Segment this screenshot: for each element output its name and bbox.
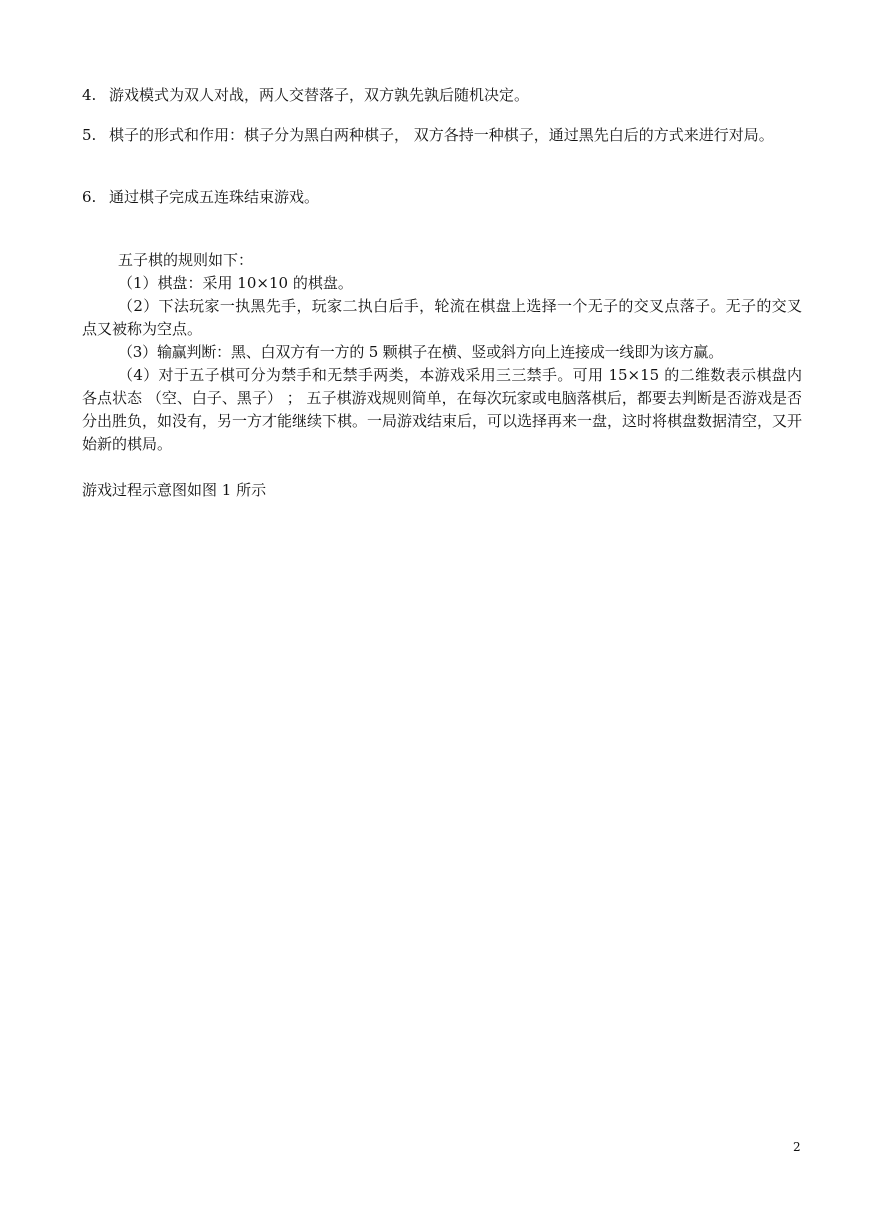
rules-section xyxy=(82,249,802,456)
rules-intro: 五子棋的规则如下： xyxy=(118,251,254,269)
list-item-6 xyxy=(82,186,802,208)
list-text: 游戏模式为双人对战，两人交替落子，双方孰先孰后随机决定。 xyxy=(109,86,530,104)
rule-win-condition: （3）输赢判断：黑、白双方有一方的 5 颗棋子在横、竖或斜方向上连接成一线即为该方赢。 xyxy=(118,343,724,361)
rule-moves: （2）下法玩家一执黑先手，玩家二执白后手，轮流在棋盘上选择一个无子的交叉点落子。无子的交叉点又被称为空点。 xyxy=(82,297,802,338)
list-item-5 xyxy=(82,124,802,146)
list-item-4 xyxy=(82,84,802,106)
page-number: 2 xyxy=(793,1140,801,1154)
list-text: 棋子的形式和作用：棋子分为黑白两种棋子， 双方各持一种棋子，通过黑先白后的方式来进行对局。 xyxy=(109,126,774,144)
list-text: 通过棋子完成五连珠结束游戏。 xyxy=(109,188,320,206)
rule-board: （1）棋盘：采用 10×10 的棋盘。 xyxy=(118,274,353,292)
list-number: 4. xyxy=(82,86,97,104)
rule-forbidden-moves: （4）对于五子棋可分为禁手和无禁手两类，本游戏采用三三禁手。可用 15×15 的二维数表示棋盘内各点状态 （空、白子、黑子） ； 五子棋游戏规则简单，在每次玩家或电脑落棋后，都要去判断是否游戏是否分出胜负，如没有，另一方才能继续下棋。一局游戏结束后，可以选择再来一盘，这时将棋盘数据清空，又开始新的棋局。 xyxy=(82,366,803,453)
figure-reference: 游戏过程示意图如图 1 所示 xyxy=(82,481,267,499)
list-number: 6. xyxy=(82,188,97,206)
list-number: 5. xyxy=(82,126,97,144)
